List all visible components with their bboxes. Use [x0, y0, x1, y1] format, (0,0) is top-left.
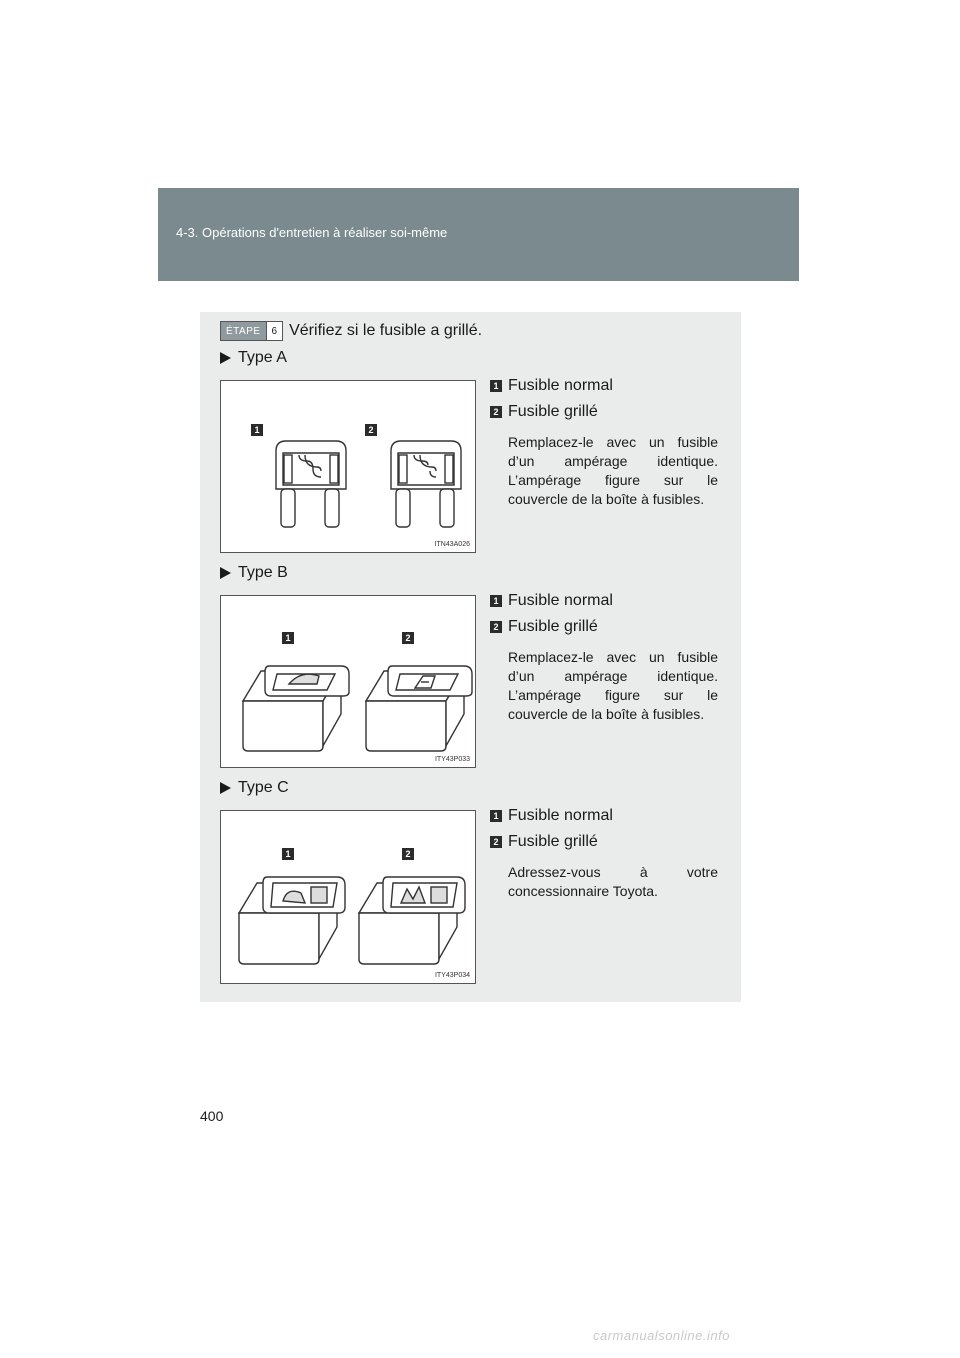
item-text: Fusible normal	[508, 807, 613, 824]
cartridge-fuse-illustration	[221, 596, 475, 767]
type-a-title: Type A	[238, 349, 287, 366]
figure-badge-1: 1	[282, 848, 294, 860]
step-instruction: Vérifiez si le fusible a grillé.	[289, 322, 483, 339]
step-badge-number: 6	[266, 322, 283, 340]
number-badge: 2	[490, 406, 502, 418]
figure-code: ITN43A026	[434, 541, 470, 548]
figure-code: ITY43P033	[434, 756, 470, 763]
figure-badge-2: 2	[402, 848, 414, 860]
type-a-figure	[220, 380, 476, 553]
number-badge: 2	[490, 621, 502, 633]
number-badge: 1	[490, 380, 502, 392]
section-title: 4-3. Opérations d'entretien à réaliser soi-même	[176, 225, 448, 240]
number-badge: 1	[490, 595, 502, 607]
blade-fuse-illustration	[221, 381, 475, 552]
figure-code: ITY43P034	[434, 972, 470, 979]
type-a-heading	[220, 349, 287, 367]
item-text: Fusible normal	[508, 377, 613, 394]
item-text: Fusible normal	[508, 592, 613, 609]
list-item	[490, 373, 718, 399]
type-a-note: Remplacez-le avec un fusible d’un ampérage identique. L’ampérage figure sur le couvercle de la boîte à fusibles.	[508, 434, 718, 507]
number-badge: 2	[490, 836, 502, 848]
type-c-title: Type C	[238, 779, 289, 796]
figure-badge-1: 1	[251, 424, 263, 436]
triangle-bullet-icon	[220, 782, 231, 794]
figure-badge-2: 2	[365, 424, 377, 436]
list-item	[490, 829, 718, 855]
triangle-bullet-icon	[220, 567, 231, 579]
item-text: Fusible grillé	[508, 403, 598, 420]
content-panel	[200, 312, 741, 1002]
type-b-heading	[220, 564, 288, 582]
list-item	[490, 588, 718, 614]
type-c-heading	[220, 779, 289, 797]
figure-badge-2: 2	[402, 632, 414, 644]
footer-watermark: carmanualsonline.info	[593, 1328, 730, 1343]
number-badge: 1	[490, 810, 502, 822]
type-b-figure	[220, 595, 476, 768]
item-text: Fusible grillé	[508, 833, 598, 850]
step-heading	[220, 321, 482, 341]
type-a-description	[490, 373, 718, 509]
type-b-description	[490, 588, 718, 724]
type-b-note: Remplacez-le avec un fusible d’un ampérage identique. L’ampérage figure sur le couvercle de la boîte à fusibles.	[508, 649, 718, 722]
item-text: Fusible grillé	[508, 618, 598, 635]
triangle-bullet-icon	[220, 352, 231, 364]
type-c-description	[490, 803, 718, 901]
page-number: 400	[200, 1108, 224, 1124]
figure-badge-1: 1	[282, 632, 294, 644]
list-item	[490, 803, 718, 829]
box-fuse-illustration	[221, 811, 475, 983]
list-item	[490, 399, 718, 425]
list-item	[490, 614, 718, 640]
step-badge-label: ÉTAPE	[221, 322, 266, 340]
section-header	[158, 188, 799, 281]
type-c-note: Adressez-vous à votre concessionnaire Toyota.	[508, 864, 718, 899]
type-b-title: Type B	[238, 564, 288, 581]
type-c-figure	[220, 810, 476, 984]
step-badge	[220, 321, 283, 341]
